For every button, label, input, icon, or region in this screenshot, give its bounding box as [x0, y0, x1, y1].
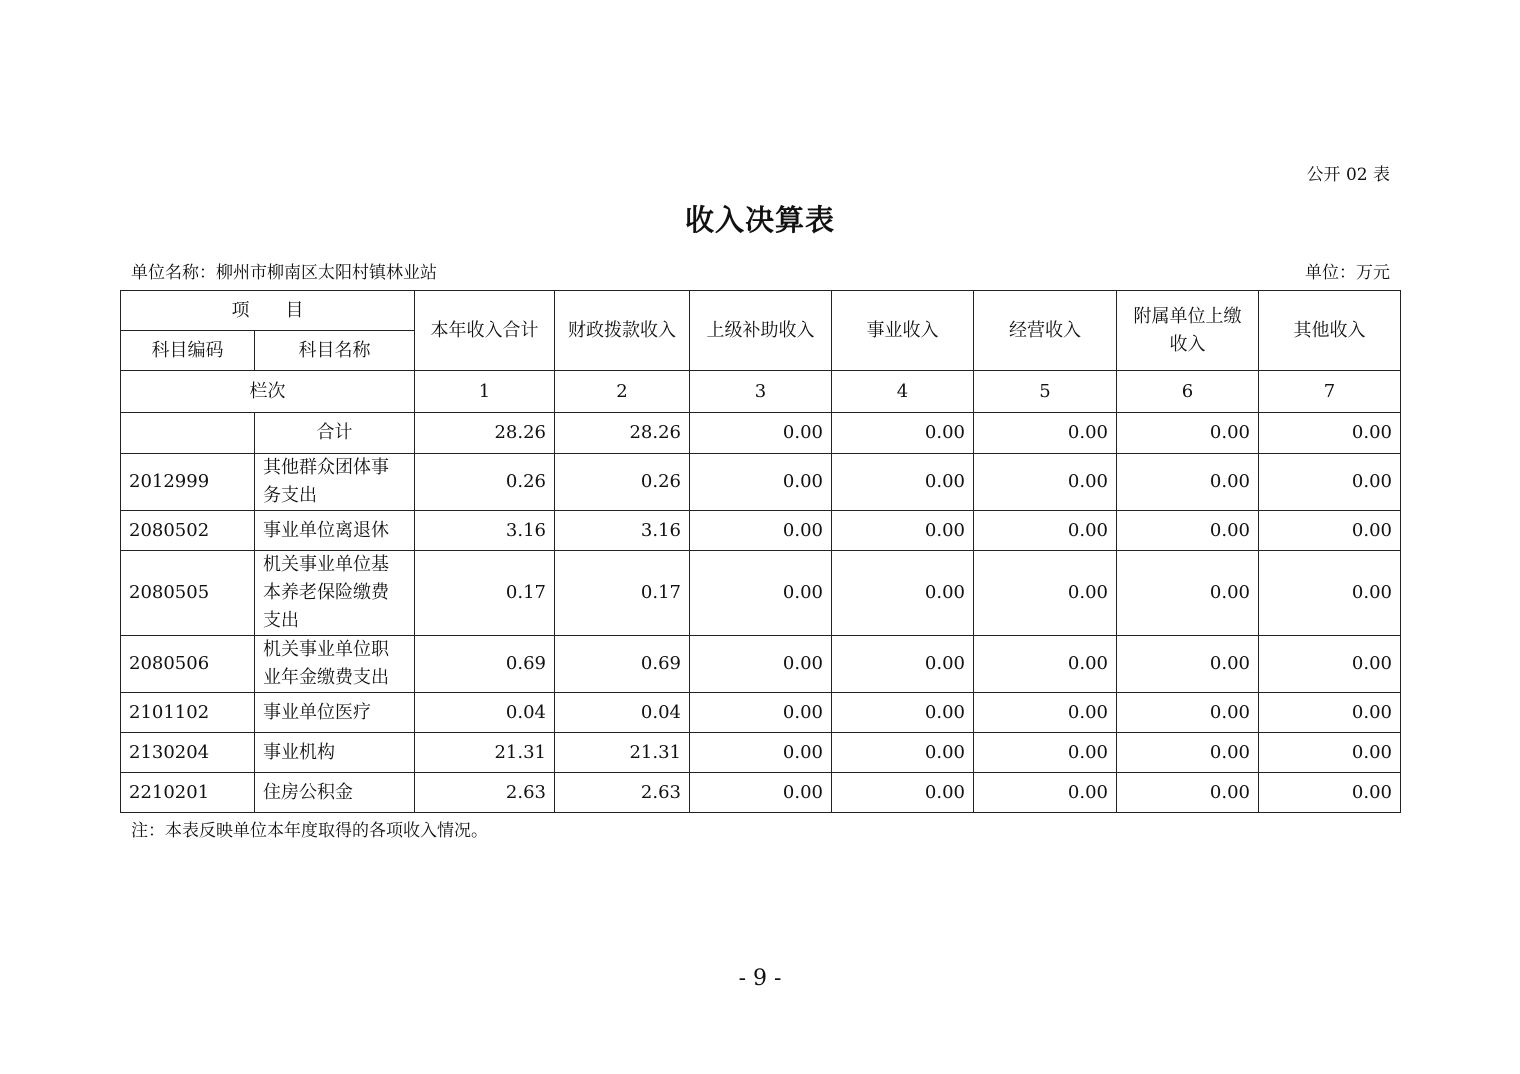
header-col-5: 经营收入 [974, 291, 1117, 371]
row-value: 0.04 [415, 693, 555, 733]
table-row [121, 511, 1401, 551]
total-value: 0.00 [1117, 413, 1259, 454]
rank-cell: 7 [1259, 371, 1401, 413]
rank-cell: 5 [974, 371, 1117, 413]
row-value: 21.31 [555, 733, 690, 773]
table-row [121, 551, 1401, 636]
row-value: 0.00 [690, 454, 832, 511]
row-value: 0.00 [974, 454, 1117, 511]
row-value: 0.69 [555, 636, 690, 693]
row-code: 2130204 [121, 733, 255, 773]
row-value: 0.00 [832, 773, 974, 813]
header-item: 项 目 [121, 291, 415, 331]
row-code: 2210201 [121, 773, 255, 813]
row-code: 2012999 [121, 454, 255, 511]
header-row-top [121, 291, 1401, 331]
row-value: 0.00 [974, 773, 1117, 813]
header-col-2: 财政拨款收入 [555, 291, 690, 371]
row-value: 0.00 [690, 551, 832, 636]
row-value: 0.17 [415, 551, 555, 636]
row-name: 机关事业单位职业年金缴费支出 [255, 636, 415, 693]
row-value: 0.00 [832, 511, 974, 551]
row-value: 0.00 [832, 733, 974, 773]
unit-name: 单位名称：柳州市柳南区太阳村镇林业站 [131, 263, 437, 283]
row-value: 0.00 [1117, 551, 1259, 636]
total-value: 0.00 [974, 413, 1117, 454]
table-row [121, 693, 1401, 733]
row-name: 事业单位医疗 [255, 693, 415, 733]
row-value: 0.00 [974, 636, 1117, 693]
row-value: 0.00 [690, 773, 832, 813]
table-row [121, 454, 1401, 511]
row-value: 0.00 [1259, 511, 1401, 551]
header-col-7: 其他收入 [1259, 291, 1401, 371]
row-name: 其他群众团体事务支出 [255, 454, 415, 511]
table-row [121, 636, 1401, 693]
row-value: 0.00 [1117, 636, 1259, 693]
row-value: 0.00 [1117, 733, 1259, 773]
total-value: 0.00 [1259, 413, 1401, 454]
row-value: 0.04 [555, 693, 690, 733]
rank-cell: 1 [415, 371, 555, 413]
total-value: 0.00 [832, 413, 974, 454]
rank-cell: 3 [690, 371, 832, 413]
total-value: 28.26 [555, 413, 690, 454]
row-value: 0.00 [1259, 551, 1401, 636]
total-value: 28.26 [415, 413, 555, 454]
row-value: 0.00 [974, 511, 1117, 551]
page-title: 收入决算表 [684, 203, 835, 237]
form-number: 公开 02 表 [1306, 165, 1390, 185]
rank-cell: 4 [832, 371, 974, 413]
row-value: 0.00 [832, 693, 974, 733]
income-table [120, 290, 1401, 813]
row-value: 0.17 [555, 551, 690, 636]
row-value: 0.00 [832, 551, 974, 636]
row-name: 事业机构 [255, 733, 415, 773]
header-col-1: 本年收入合计 [415, 291, 555, 371]
row-value: 2.63 [415, 773, 555, 813]
header-col-4: 事业收入 [832, 291, 974, 371]
row-code: 2080506 [121, 636, 255, 693]
row-value: 0.00 [690, 733, 832, 773]
row-value: 2.63 [555, 773, 690, 813]
row-value: 0.00 [1117, 693, 1259, 733]
row-value: 0.00 [690, 511, 832, 551]
rank-cell: 2 [555, 371, 690, 413]
page-number: - 9 - [738, 966, 782, 991]
header-col-6: 附属单位上缴收入 [1117, 291, 1259, 371]
row-code: 2080505 [121, 551, 255, 636]
row-value: 0.00 [1117, 773, 1259, 813]
row-value: 0.00 [1259, 733, 1401, 773]
row-value: 0.00 [974, 693, 1117, 733]
row-value: 3.16 [555, 511, 690, 551]
rank-row [121, 371, 1401, 413]
row-name: 机关事业单位基本养老保险缴费支出 [255, 551, 415, 636]
row-value: 0.69 [415, 636, 555, 693]
rank-cell: 6 [1117, 371, 1259, 413]
row-value: 0.00 [1259, 636, 1401, 693]
table-row [121, 733, 1401, 773]
rank-label: 栏次 [121, 371, 415, 413]
row-value: 0.00 [1117, 511, 1259, 551]
row-code: 2101102 [121, 693, 255, 733]
row-name: 住房公积金 [255, 773, 415, 813]
header-name: 科目名称 [255, 331, 415, 371]
header-col-3: 上级补助收入 [690, 291, 832, 371]
row-value: 0.26 [415, 454, 555, 511]
currency-unit: 单位：万元 [1305, 263, 1390, 283]
table-row [121, 773, 1401, 813]
total-code [121, 413, 255, 454]
header-code: 科目编码 [121, 331, 255, 371]
row-value: 0.00 [974, 551, 1117, 636]
row-value: 0.00 [974, 733, 1117, 773]
row-value: 0.00 [832, 636, 974, 693]
row-code: 2080502 [121, 511, 255, 551]
row-value: 0.00 [832, 454, 974, 511]
table-note: 注：本表反映单位本年度取得的各项收入情况。 [131, 821, 488, 841]
row-value: 21.31 [415, 733, 555, 773]
row-value: 0.00 [1259, 693, 1401, 733]
total-label: 合计 [255, 413, 415, 454]
row-value: 0.26 [555, 454, 690, 511]
row-value: 0.00 [1259, 454, 1401, 511]
total-row [121, 413, 1401, 454]
row-value: 0.00 [690, 693, 832, 733]
row-value: 0.00 [1117, 454, 1259, 511]
row-name: 事业单位离退休 [255, 511, 415, 551]
row-value: 3.16 [415, 511, 555, 551]
total-value: 0.00 [690, 413, 832, 454]
row-value: 0.00 [1259, 773, 1401, 813]
row-value: 0.00 [690, 636, 832, 693]
